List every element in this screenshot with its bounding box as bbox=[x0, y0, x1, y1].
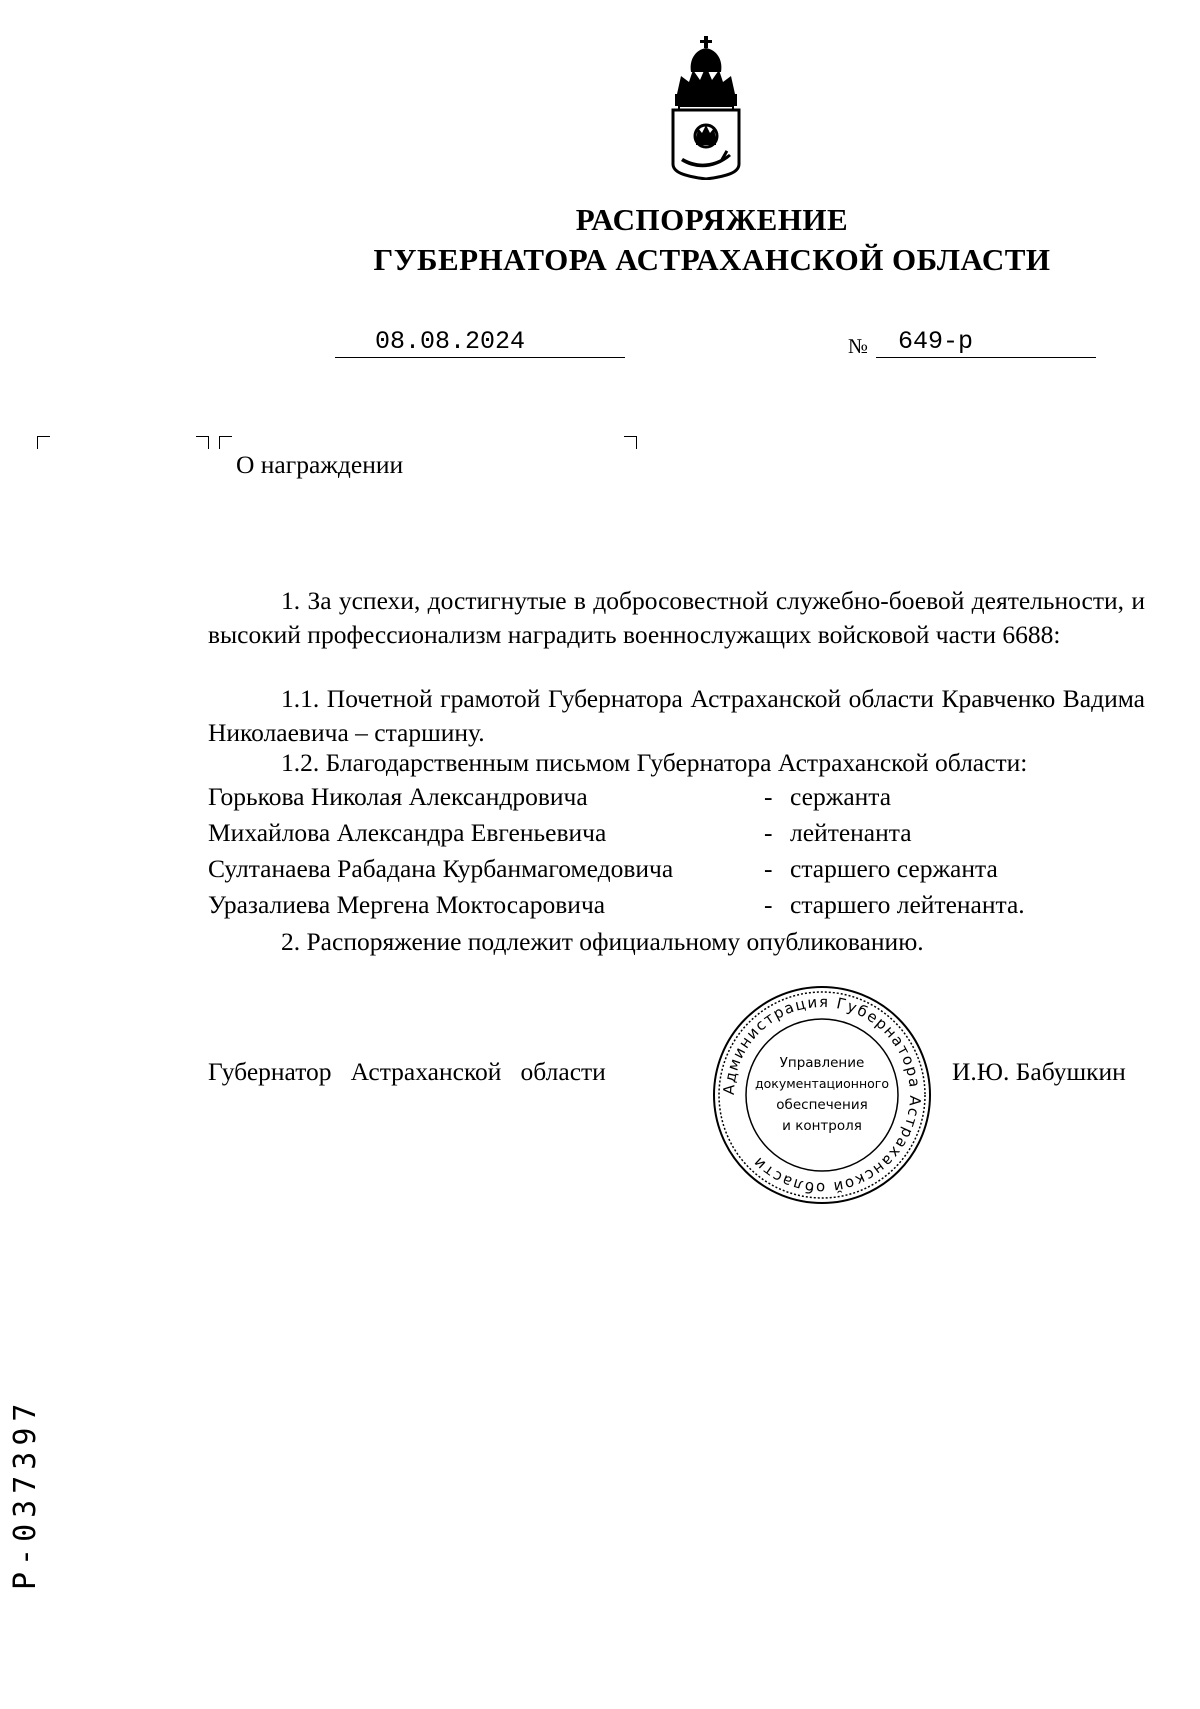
paragraph-1: 1. За успехи, достигнутые в добросовестной служебно-боевой деятельности, и высокий профессионализм наградить военнослужащих войсковой части 6688: bbox=[208, 586, 1145, 649]
document-title-line2: ГУБЕРНАТОРА АСТРАХАНСКОЙ ОБЛАСТИ bbox=[373, 242, 1051, 277]
paragraph-1-2: 1.2. Благодарственным письмом Губернатора Астраханской области: bbox=[281, 748, 1028, 777]
list-item bbox=[208, 888, 1148, 924]
signatory-position: Губернатор Астраханской области bbox=[208, 1057, 606, 1086]
official-stamp bbox=[712, 985, 932, 1205]
corner-bracket bbox=[624, 436, 637, 449]
awardee-name: Михайлова Александра Евгеньевича bbox=[208, 818, 607, 847]
stamp-outer-text: Администрация Губернатора Астраханской области bbox=[719, 992, 925, 1198]
awardee-dash: - bbox=[764, 890, 773, 919]
stamp-inner-line: Управление bbox=[779, 1055, 865, 1071]
list-item bbox=[208, 780, 1148, 816]
document-date: 08.08.2024 bbox=[375, 327, 526, 356]
corner-bracket bbox=[219, 436, 232, 449]
corner-bracket bbox=[37, 436, 50, 449]
number-label: № bbox=[848, 334, 869, 358]
stamp-inner-line: обеспечения bbox=[776, 1097, 868, 1113]
awardee-rank: старшего лейтенанта. bbox=[790, 890, 1025, 919]
stamp-inner-line: и контроля bbox=[782, 1118, 862, 1134]
list-item bbox=[208, 852, 1148, 888]
awardee-dash: - bbox=[764, 854, 773, 883]
paragraph-2: 2. Распоряжение подлежит официальному опубликованию. bbox=[281, 927, 924, 956]
stamp-inner-line: документационного bbox=[755, 1076, 889, 1091]
document-title-line1: РАСПОРЯЖЕНИЕ bbox=[575, 202, 849, 237]
awardee-name: Горькова Николая Александровича bbox=[208, 782, 588, 811]
awardee-rank: старшего сержанта bbox=[790, 854, 998, 883]
awardee-name: Уразалиева Мергена Моктосаровича bbox=[208, 890, 606, 919]
signatory-name: И.Ю. Бабушкин bbox=[952, 1057, 1126, 1086]
awardee-list bbox=[208, 780, 1148, 924]
awardee-dash: - bbox=[764, 818, 773, 847]
date-underline bbox=[335, 357, 625, 358]
paragraph-1-1: 1.1. Почетной грамотой Губернатора Астраханской области Кравченко Вадима Николаевича – старшину. bbox=[208, 684, 1145, 747]
awardee-name: Султанаева Рабадана Курбанмагомедовича bbox=[208, 854, 674, 883]
number-underline bbox=[876, 357, 1096, 358]
awardee-rank: сержанта bbox=[790, 782, 892, 811]
awardee-rank: лейтенанта bbox=[790, 818, 912, 847]
coat-of-arms-icon bbox=[667, 36, 745, 180]
awardee-dash: - bbox=[764, 782, 773, 811]
document-number: 649-р bbox=[898, 327, 974, 356]
list-item bbox=[208, 816, 1148, 852]
corner-bracket bbox=[196, 436, 209, 449]
serial-number: Р-037397 bbox=[8, 1397, 43, 1590]
document-subject: О награждении bbox=[236, 450, 404, 479]
